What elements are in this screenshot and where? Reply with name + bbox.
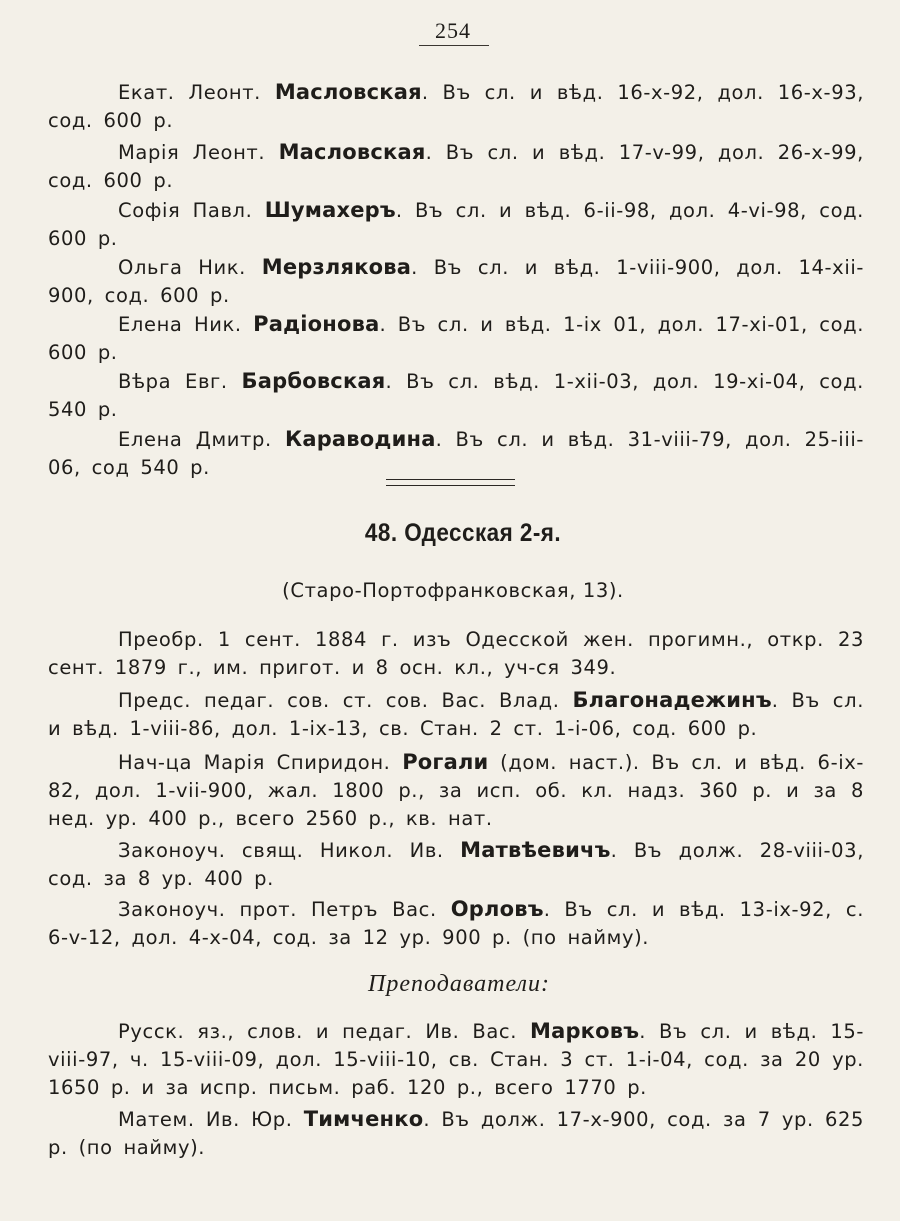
- school-info: [48, 626, 864, 682]
- entry-prefix: Русск. яз., слов. и педаг. Ив. Вас.: [118, 1020, 518, 1043]
- section-heading: 48. Одесская 2-я.: [364, 519, 562, 547]
- teacher-entry: [48, 1017, 864, 1102]
- entry-prefix: Законоуч. свящ. Никол. Ив.: [118, 839, 444, 862]
- entry-details: . Въ сл. и вѣд. 31-viii-79, дол. 25-iii-06, сод 540 р.: [48, 428, 864, 479]
- entry-details: . Въ сл. и вѣд. 1-ix 01, дол. 17-xi-01, сод. 600 р.: [48, 313, 864, 364]
- entry-surname: Рогали: [402, 750, 489, 774]
- page-number-rule: [419, 45, 489, 46]
- section-divider: [386, 479, 515, 486]
- entry-details: . Въ сл. и вѣд. 1-viii-900, дол. 14-xii-900, сод. 600 р.: [48, 256, 864, 307]
- entry-details: (дом. наст.). Въ сл. и вѣд. 6-ix-82, дол. 1-vii-900, жал. 1800 р., за исп. об. кл. надз. 360 р. и за 8 нед. ур. 400 р., всего 2560 р., кв. нат.: [48, 751, 864, 830]
- entry-surname: Масловская: [274, 80, 422, 104]
- entry-surname: Орловъ: [450, 897, 544, 921]
- entry-details: . Въ сл. и вѣд. 1-viii-86, дол. 1-ix-13, св. Стан. 2 ст. 1-i-06, сод. 600 р.: [48, 689, 864, 740]
- entry-surname: Барбовская: [241, 369, 386, 393]
- entry-surname: Тимченко: [303, 1107, 424, 1131]
- entry-details: . Въ сл. и вѣд. 13-ix-92, с. 6-v-12, дол. 4-х-04, сод. за 12 ур. 900 р. (по найму).: [48, 898, 864, 949]
- page-number: 254: [435, 18, 471, 43]
- entry-prefix: Матем. Ив. Юр.: [118, 1108, 293, 1131]
- entry-surname: Мерзлякова: [261, 255, 412, 279]
- teachers-heading: Преподаватели:: [368, 971, 550, 997]
- staff-entry: [48, 310, 864, 367]
- entry-prefix: Предс. педаг. сов. ст. сов. Вас. Влад.: [118, 689, 560, 712]
- staff-entry: [48, 138, 864, 195]
- entry-details: . Въ сл. вѣд. 1-xii-03, дол. 19-xi-04, сод. 540 р.: [48, 370, 864, 421]
- staff-entry: [48, 367, 864, 424]
- entry-surname: Радіонова: [253, 312, 380, 336]
- entry-prefix: Нач-ца Марія Спиридон.: [118, 751, 391, 774]
- staff-entry: [48, 196, 864, 253]
- teacher-entry: [48, 1105, 864, 1162]
- staff-entry: [48, 836, 864, 893]
- entry-details: . Въ долж. 17-х-900, сод. за 7 ур. 625 р. (по найму).: [48, 1108, 864, 1159]
- staff-entry: [48, 78, 864, 135]
- entry-prefix: Елена Дмитр.: [118, 428, 272, 451]
- entry-prefix: Ольга Ник.: [118, 256, 246, 279]
- entry-details: . Въ долж. 28-viii-03, сод. за 8 ур. 400 р.: [48, 839, 864, 890]
- entry-surname: Благонадежинъ: [572, 688, 772, 712]
- entry-prefix: Марія Леонт.: [118, 141, 266, 164]
- staff-entry: [48, 748, 864, 833]
- entry-surname: Масловская: [278, 140, 426, 164]
- entry-prefix: Елена Ник.: [118, 313, 242, 336]
- staff-entry: [48, 895, 864, 952]
- entry-prefix: Преобр. 1 сент. 1884 г. изъ Одесской жен. прогимн., откр. 23 сент. 1879 г., им. пригот. и 8 осн. кл., уч-ся 349.: [48, 628, 864, 679]
- entry-surname: Шумахеръ: [264, 198, 396, 222]
- entry-surname: Марковъ: [529, 1019, 640, 1043]
- entry-details: . Въ сл. и вѣд. 15-viii-97, ч. 15-viii-09, дол. 15-viii-10, св. Стан. 3 ст. 1-i-04, сод. за 20 ур. 1650 р. и за испр. письм. раб. 120 р., всего 1770 р.: [48, 1020, 864, 1099]
- entry-surname: Караводина: [284, 427, 436, 451]
- entry-prefix: Софія Павл.: [118, 199, 253, 222]
- entry-prefix: Вѣра Евг.: [118, 370, 228, 393]
- section-address: (Старо-Портофранковская, 13).: [282, 579, 624, 602]
- staff-entry: [48, 686, 864, 743]
- entry-surname: Матвѣевичъ: [460, 838, 611, 862]
- entry-prefix: Екат. Леонт.: [118, 81, 261, 104]
- entry-details: . Въ сл. и вѣд. 17-v-99, дол. 26-х-99, сод. 600 р.: [48, 141, 864, 192]
- staff-entry: [48, 425, 864, 482]
- entry-prefix: Законоуч. прот. Петръ Вас.: [118, 898, 437, 921]
- staff-entry: [48, 253, 864, 310]
- entry-details: . Въ сл. и вѣд. 16-х-92, дол. 16-х-93, сод. 600 р.: [48, 81, 865, 132]
- entry-details: . Въ сл. и вѣд. 6-ii-98, дол. 4-vi-98, сод. 600 р.: [48, 199, 864, 250]
